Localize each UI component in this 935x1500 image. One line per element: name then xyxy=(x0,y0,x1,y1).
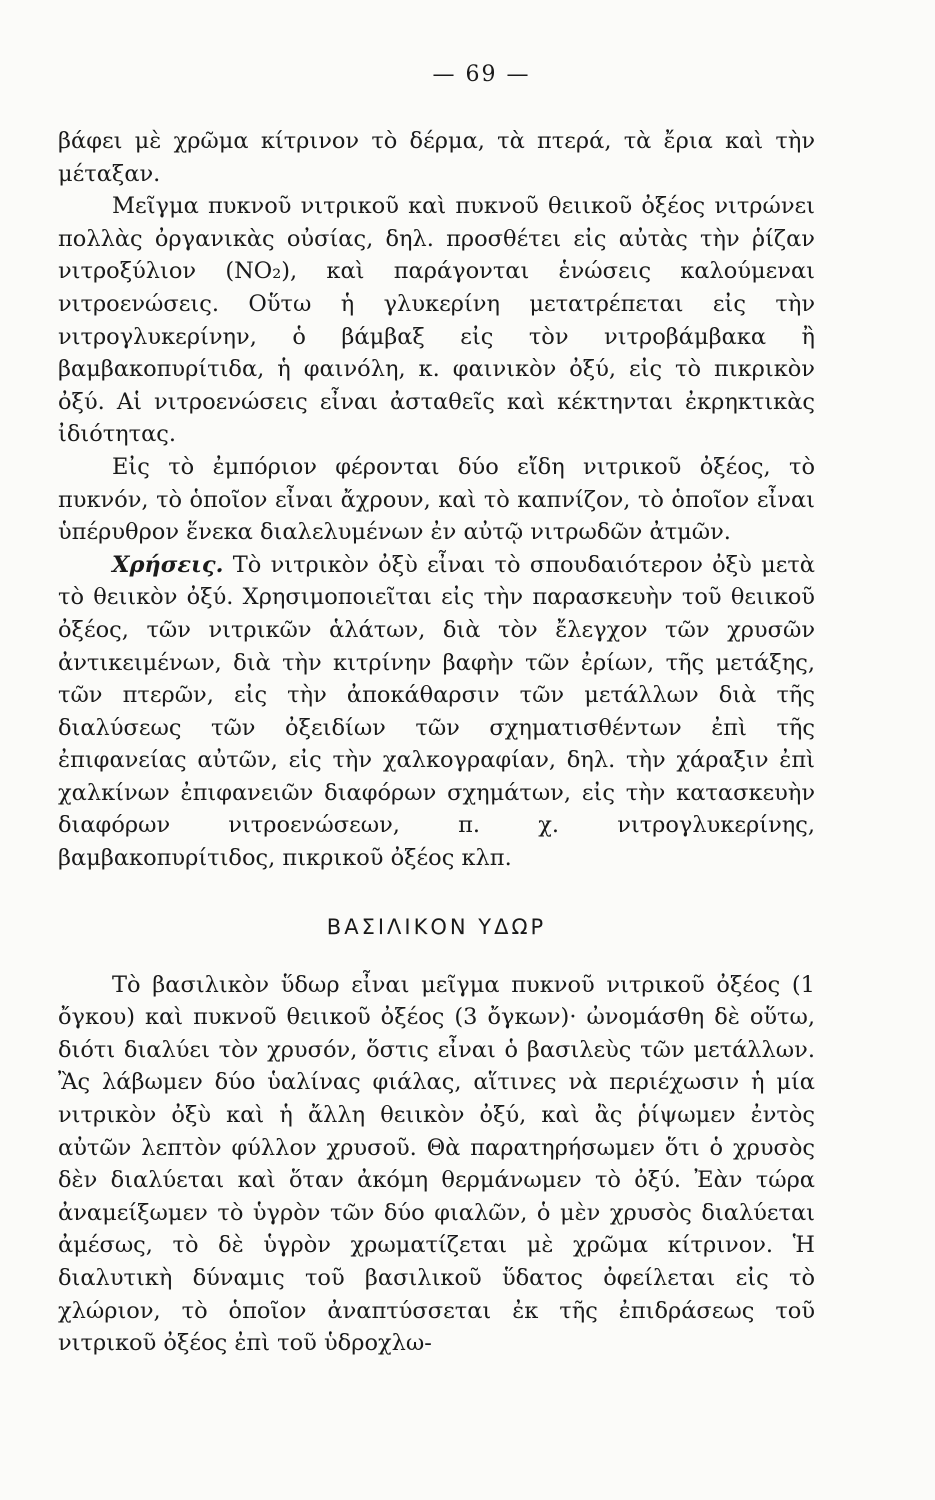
paragraph-aqua-regia xyxy=(58,969,815,1360)
paragraph-text: βάφει μὲ χρῶμα κίτρινον τὸ δέρμα, τὰ πτερά, τὰ ἔρια καὶ τὴν μέταξαν. xyxy=(58,128,815,187)
paragraph-text: Εἰς τὸ ἐμπόριον φέρονται δύο εἴδη νιτρικοῦ ὀξέος, τὸ πυκνόν, τὸ ὁποῖον εἶναι ἄχρουν, καὶ τὸ καπνίζον, τὸ ὁποῖον εἶναι ὑπέρυθρον ἕνεκα διαλελυμένων ἐν αὐτῷ νιτρωδῶν ἀτμῶν. xyxy=(58,453,815,546)
paragraph-nitration xyxy=(58,190,815,451)
paragraph-text: Τὸ νιτρικὸν ὀξὺ εἶναι τὸ σπουδαιότερον ὀξὺ μετὰ τὸ θειικὸν ὀξύ. Χρησιμοποιεῖται εἰς τὴν παρασκευὴν τοῦ θειικοῦ ὀξέος, τῶν νιτρικῶν ἁλάτων, διὰ τὸν ἔλεγχον τῶν χρυσῶν ἀντικειμένων, διὰ τὴν κιτρίνην βαφὴν τῶν ἐρίων, τῆς μετάξης, τῶν πτερῶν, εἰς τὴν ἀποκάθαρσιν τῶν μετάλλων διὰ τῆς διαλύσεως τῶν ὀξειδίων τῶν σχηματισθέντων ἐπὶ τῆς ἐπιφανείας αὐτῶν, εἰς τὴν χαλκογραφίαν, δηλ. τὴν χάραξιν ἐπὶ χαλκίνων ἐπιφανειῶν διαφόρων σχημάτων, εἰς τὴν κατασκευὴν διαφόρων νιτροενώσεων, π. χ. νιτρογλυκερίνης, βαμβακοπυρίτιδος, πικρικοῦ ὀξέος κλπ. xyxy=(58,551,815,872)
paragraph-commercial-types xyxy=(58,451,815,549)
paragraph-text: Μεῖγμα πυκνοῦ νιτρικοῦ καὶ πυκνοῦ θειικοῦ ὀξέος νιτρώνει πολλὰς ὀργανικὰς οὐσίας, δηλ. προσθέτει εἰς αὐτὰς τὴν ῥίζαν νιτροξύλιον (NO₂), καὶ παράγονται ἑνώσεις καλούμεναι νιτροενώσεις. Οὕτω ἡ γλυκερίνη μετατρέπεται εἰς τὴν νιτρογλυκερίνην, ὁ βάμβαξ εἰς τὸν νιτροβάμβακα ἢ βαμβακοπυρίτιδα, ἡ φαινόλη, κ. φαινικὸν ὀξύ, εἰς τὸ πικρικὸν ὀξύ. Αἱ νιτροενώσεις εἶναι ἀσταθεῖς καὶ κέκτηνται ἐκρηκτικὰς ἰδιότητας. xyxy=(58,193,815,448)
paragraph-text: Τὸ βασιλικὸν ὕδωρ εἶναι μεῖγμα πυκνοῦ νιτρικοῦ ὀξέος (1 ὄγκου) καὶ πυκνοῦ θειικοῦ ὀξέος (3 ὄγκων)· ὠνομάσθη δὲ οὕτω, διότι διαλύει τὸν χρυσόν, ὅστις εἶναι ὁ βασιλεὺς τῶν μετάλλων. Ἂς λάβωμεν δύο ὑαλίνας φιάλας, αἵτινες νὰ περιέχωσιν ἡ μία νιτρικὸν ὀξὺ καὶ ἡ ἄλλη θειικὸν ὀξύ, καὶ ἂς ῥίψωμεν ἐντὸς αὐτῶν λεπτὸν φύλλον χρυσοῦ. Θὰ παρατηρήσωμεν ὅτι ὁ χρυσὸς δὲν διαλύεται καὶ ὅταν ἀκόμη θερμάνωμεν τὸ ὀξύ. Ἐὰν τώρα ἀναμείξωμεν τὸ ὑγρὸν τῶν δύο φιαλῶν, ὁ μὲν χρυσὸς διαλύεται ἀμέσως, τὸ δὲ ὑγρὸν χρωματίζεται μὲ χρῶμα κίτρινον. Ἡ διαλυτικὴ δύναμις τοῦ βασιλικοῦ ὕδατος ὀφείλεται εἰς τὸ χλώριον, τὸ ὁποῖον ἀναπτύσσεται ἐκ τῆς ἐπιδράσεως τοῦ νιτρικοῦ ὀξέος ἐπὶ τοῦ ὑδροχλω- xyxy=(58,971,815,1357)
paragraph-uses xyxy=(58,549,815,875)
page-number: — 69 — xyxy=(432,62,531,87)
uses-lead-heading: Χρήσεις. xyxy=(112,551,224,578)
section-heading: ΒΑΣΙΛΙΚΟΝ ΥΔΩΡ xyxy=(326,914,547,939)
paragraph-continuation xyxy=(58,125,815,190)
